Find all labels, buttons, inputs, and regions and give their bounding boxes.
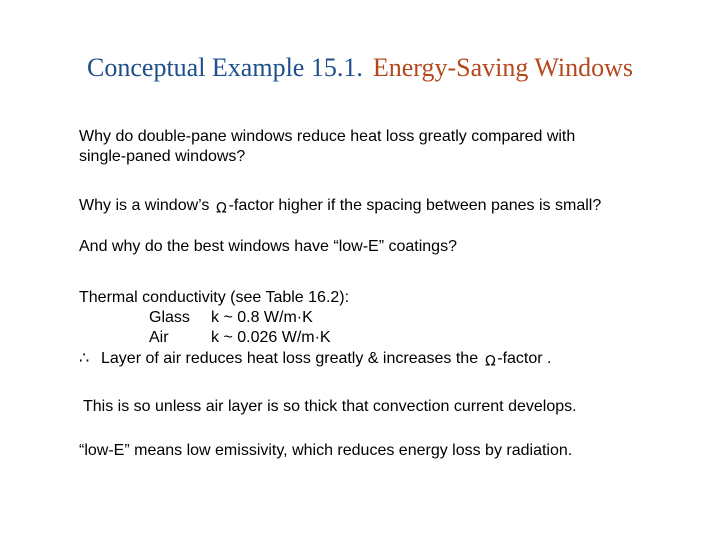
slide-title [0,51,720,85]
question-3: And why do the best windows have “low-E” coatings? [79,238,457,255]
title-example-number: Conceptual Example 15.1. [87,53,363,82]
question-2-before: Why is a window’s [79,197,210,214]
question-1-line-1: Why do double-pane windows reduce heat loss greatly compared with [79,128,576,145]
material-value: k ~ 0.026 W/m·K [211,329,331,346]
conclusion-line [79,348,551,369]
question-1-line-2: single-paned windows? [79,148,246,165]
title-topic: Energy-Saving Windows [372,53,633,82]
question-1 [79,127,575,167]
conclusion-before: Layer of air reduces heat loss greatly & increases the [101,350,479,367]
question-2 [79,196,601,216]
material-name: Air [149,329,169,346]
question-2-after: -factor higher if the spacing between panes is small? [228,197,602,214]
u-factor-symbol-icon: Ʊ [484,351,496,367]
convection-note: This is so unless air layer is so thick that convection current develops. [83,398,577,415]
material-name: Glass [149,309,190,326]
conductivity-header: Thermal conductivity (see Table 16.2): [79,289,350,306]
conclusion-after: -factor . [497,350,552,367]
therefore-icon: ∴ [79,348,90,367]
conductivity-row-air [79,328,551,348]
material-value: k ~ 0.8 W/m·K [211,309,313,326]
low-e-definition: “low-E” means low emissivity, which reduces energy loss by radiation. [79,442,573,459]
u-factor-symbol-icon: Ʊ [215,198,227,214]
conductivity-row-glass [79,308,551,328]
conductivity-section [79,288,551,369]
